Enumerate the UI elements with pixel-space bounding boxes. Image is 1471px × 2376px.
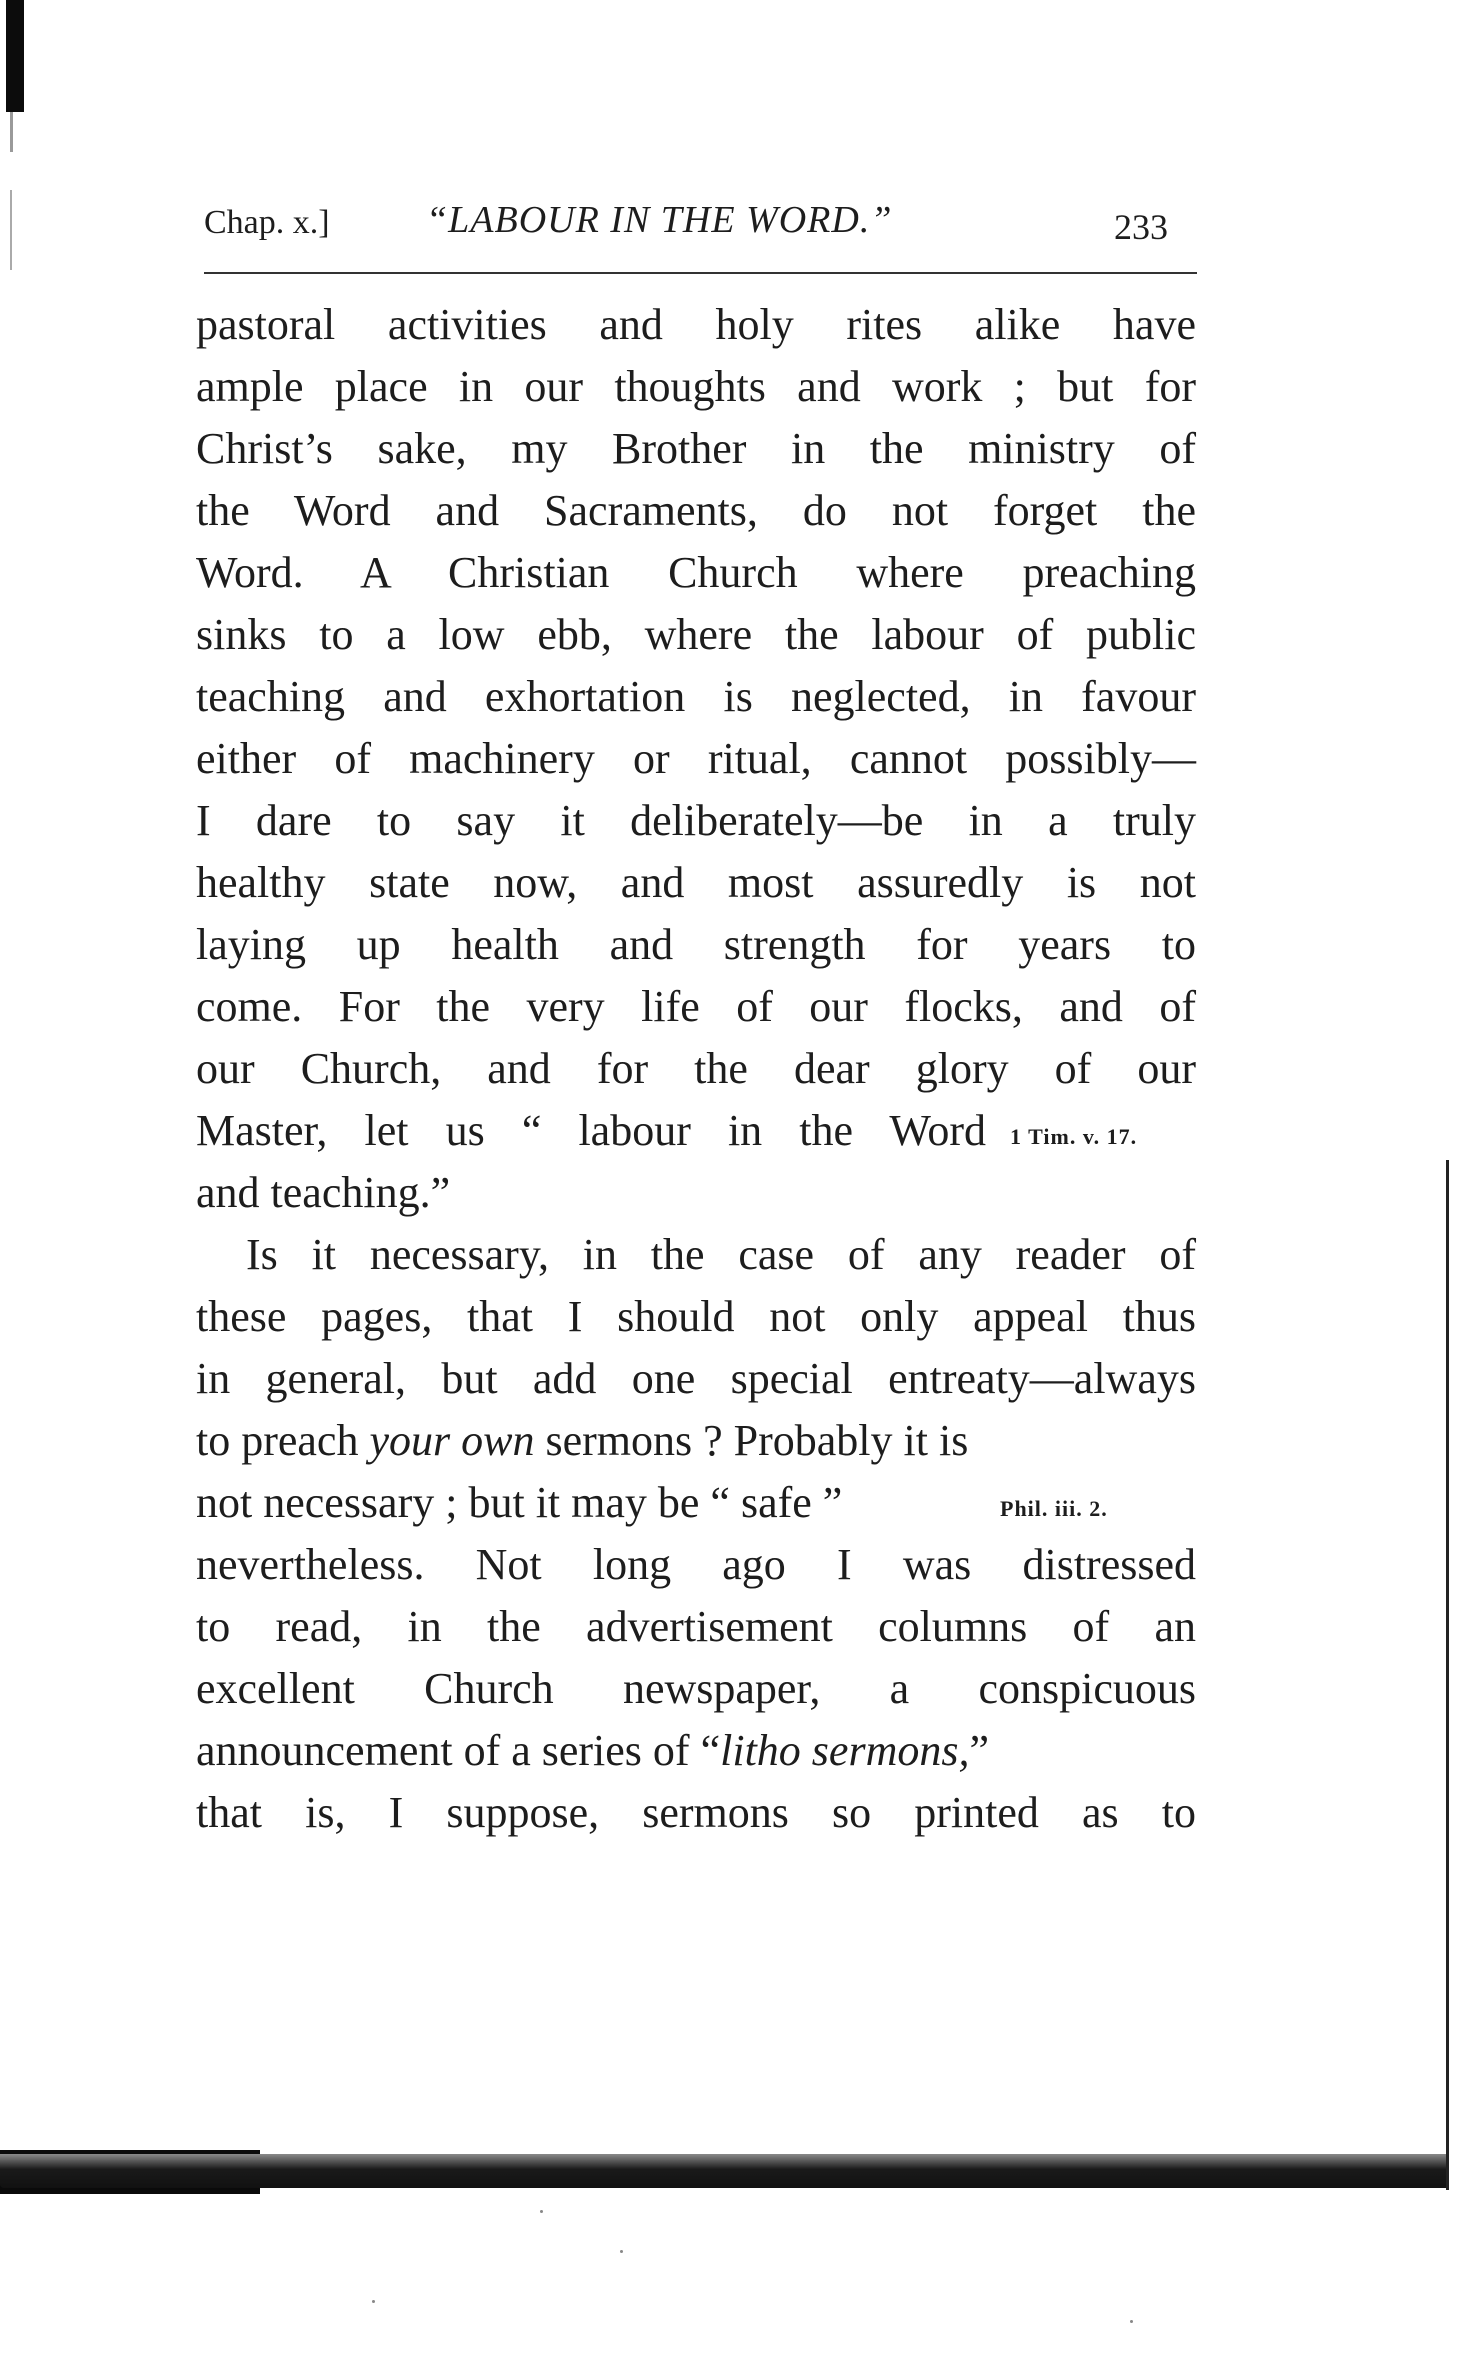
text-line: Is it necessary, in the case of any reader of	[246, 1230, 1196, 1279]
page-number: 233	[1114, 207, 1168, 247]
text-line: not necessary ; but it may be “ safe ”	[196, 1478, 843, 1527]
text-line: that is, I suppose, sermons so printed as to	[196, 1788, 1196, 1837]
text-line: in general, but add one special entreaty—always	[196, 1354, 1196, 1403]
emphasis-text: your own	[369, 1416, 535, 1465]
text-line: Master, let us “ labour in the Word	[196, 1106, 986, 1155]
text-line: Word. A Christian Church where preaching	[196, 548, 1196, 597]
running-title: “LABOUR IN THE WORD.”	[426, 199, 893, 241]
margin-reference: 1 Tim. v. 17.	[1010, 1124, 1138, 1149]
margin-reference: Phil. iii. 2.	[1000, 1496, 1108, 1521]
text-line: excellent Church newspaper, a conspicuous	[196, 1664, 1196, 1713]
text-line	[196, 1726, 1196, 1776]
speck	[540, 2210, 543, 2213]
scan-edge-line	[10, 190, 12, 270]
text-line: and teaching.”	[196, 1168, 451, 1217]
header-rule	[204, 272, 1197, 274]
text-segment: sermons ? Probably it is	[545, 1416, 969, 1465]
text-line: the Word and Sacraments, do not forget the	[196, 486, 1196, 535]
running-head	[204, 196, 1204, 252]
chapter-label: Chap. x.]	[204, 204, 330, 241]
text-line: Christ’s sake, my Brother in the ministry of	[196, 424, 1196, 473]
speck	[1130, 2320, 1133, 2323]
text-line: these pages, that I should not only appeal thus	[196, 1292, 1196, 1341]
text-line: sinks to a low ebb, where the labour of public	[196, 610, 1196, 659]
text-line: healthy state now, and most assuredly is not	[196, 858, 1196, 907]
text-line: ample place in our thoughts and work ; but for	[196, 362, 1196, 411]
page-bottom-edge	[0, 2154, 1446, 2188]
emphasis-text: litho sermons,	[720, 1726, 970, 1775]
text-line: laying up health and strength for years to	[196, 920, 1196, 969]
text-line: I dare to say it deliberately—be in a truly	[196, 796, 1196, 845]
scan-edge-mark	[6, 0, 24, 112]
page-right-edge	[1446, 1160, 1449, 2190]
speck	[372, 2300, 375, 2303]
text-line: come. For the very life of our flocks, and of	[196, 982, 1196, 1031]
text-line	[196, 1416, 1196, 1466]
speck	[620, 2250, 623, 2253]
text-line: our Church, and for the dear glory of our	[196, 1044, 1196, 1093]
text-segment: to preach	[196, 1416, 359, 1465]
text-line: nevertheless. Not long ago I was distressed	[196, 1540, 1196, 1589]
text-segment: ”	[969, 1726, 990, 1775]
text-segment: announcement of a series of “	[196, 1726, 721, 1775]
text-line: teaching and exhortation is neglected, in favour	[196, 672, 1196, 721]
text-line: to read, in the advertisement columns of an	[196, 1602, 1196, 1651]
text-line: pastoral activities and holy rites alike have	[196, 300, 1196, 349]
scan-edge-mark-tail	[10, 112, 13, 152]
text-line: either of machinery or ritual, cannot possibly—	[196, 734, 1196, 783]
